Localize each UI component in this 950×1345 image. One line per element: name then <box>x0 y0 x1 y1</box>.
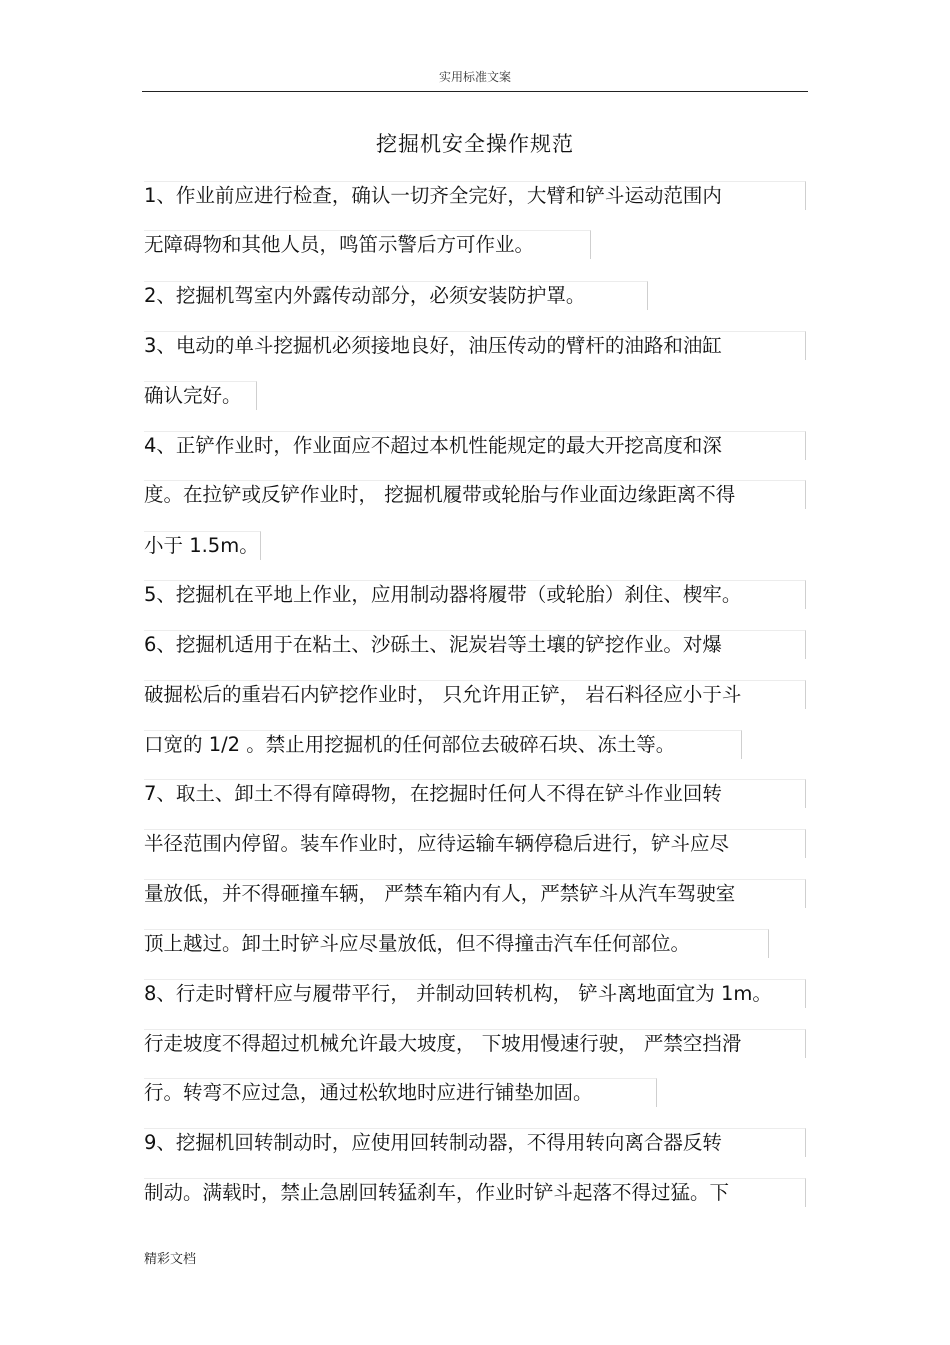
body-text-line: 半径范围内停留。装车作业时，应待运输车辆停稳后进行，铲斗应尽 <box>144 832 730 855</box>
header-divider <box>142 91 808 92</box>
body-text-line: 小于 1.5m。 <box>144 534 259 557</box>
body-text-line: 4、正铲作业时，作业面应不超过本机性能规定的最大开挖高度和深 <box>144 434 722 457</box>
body-text-line: 3、电动的单斗挖掘机必须接地良好，油压传动的臂杆的油路和油缸 <box>144 334 722 357</box>
body-text-line: 行。转弯不应过急，通过松软地时应进行铺垫加固。 <box>144 1081 593 1104</box>
body-text-line: 6、挖掘机适用于在粘土、沙砾土、泥炭岩等土壤的铲挖作业。对爆 <box>144 633 722 656</box>
body-text-line: 制动。满载时，禁止急剧回转猛刹车，作业时铲斗起落不得过猛。下 <box>144 1181 730 1204</box>
body-text-line: 无障碍物和其他人员，鸣笛示警后方可作业。 <box>144 233 535 256</box>
body-text-line: 破掘松后的重岩石内铲挖作业时， 只允许用正铲， 岩石料径应小于斗 <box>144 683 742 706</box>
body-text-line: 9、挖掘机回转制动时，应使用回转制动器，不得用转向离合器反转 <box>144 1131 722 1154</box>
body-text-line: 7、取土、卸土不得有障碍物，在挖掘时任何人不得在铲斗作业回转 <box>144 782 722 805</box>
body-text-line: 5、挖掘机在平地上作业，应用制动器将履带（或轮胎）刹住、楔牢。 <box>144 583 742 606</box>
page-header: 实用标准文案 <box>438 70 511 84</box>
body-text-line: 口宽的 1/2 。禁止用挖掘机的任何部位去破碎石块、冻土等。 <box>144 733 676 756</box>
body-text-line: 1、作业前应进行检查，确认一切齐全完好，大臂和铲斗运动范围内 <box>144 184 722 207</box>
body-text-line: 量放低，并不得砸撞车辆， 严禁车箱内有人，严禁铲斗从汽车驾驶室 <box>144 882 736 905</box>
body-text-line: 8、行走时臂杆应与履带平行， 并制动回转机构， 铲斗离地面宜为 1m。 <box>144 982 772 1005</box>
page-footer: 精彩文档 <box>144 1252 197 1267</box>
body-text-line: 度。在拉铲或反铲作业时， 挖掘机履带或轮胎与作业面边缘距离不得 <box>144 483 736 506</box>
document-title: 挖掘机安全操作规范 <box>376 132 574 156</box>
body-text-line: 确认完好。 <box>144 384 242 407</box>
body-text-line: 行走坡度不得超过机械允许最大坡度， 下坡用慢速行驶， 严禁空挡滑 <box>144 1032 742 1055</box>
body-text-line: 2、挖掘机驾室内外露传动部分，必须安装防护罩。 <box>144 284 586 307</box>
body-text-line: 顶上越过。卸土时铲斗应尽量放低，但不得撞击汽车任何部位。 <box>144 932 691 955</box>
